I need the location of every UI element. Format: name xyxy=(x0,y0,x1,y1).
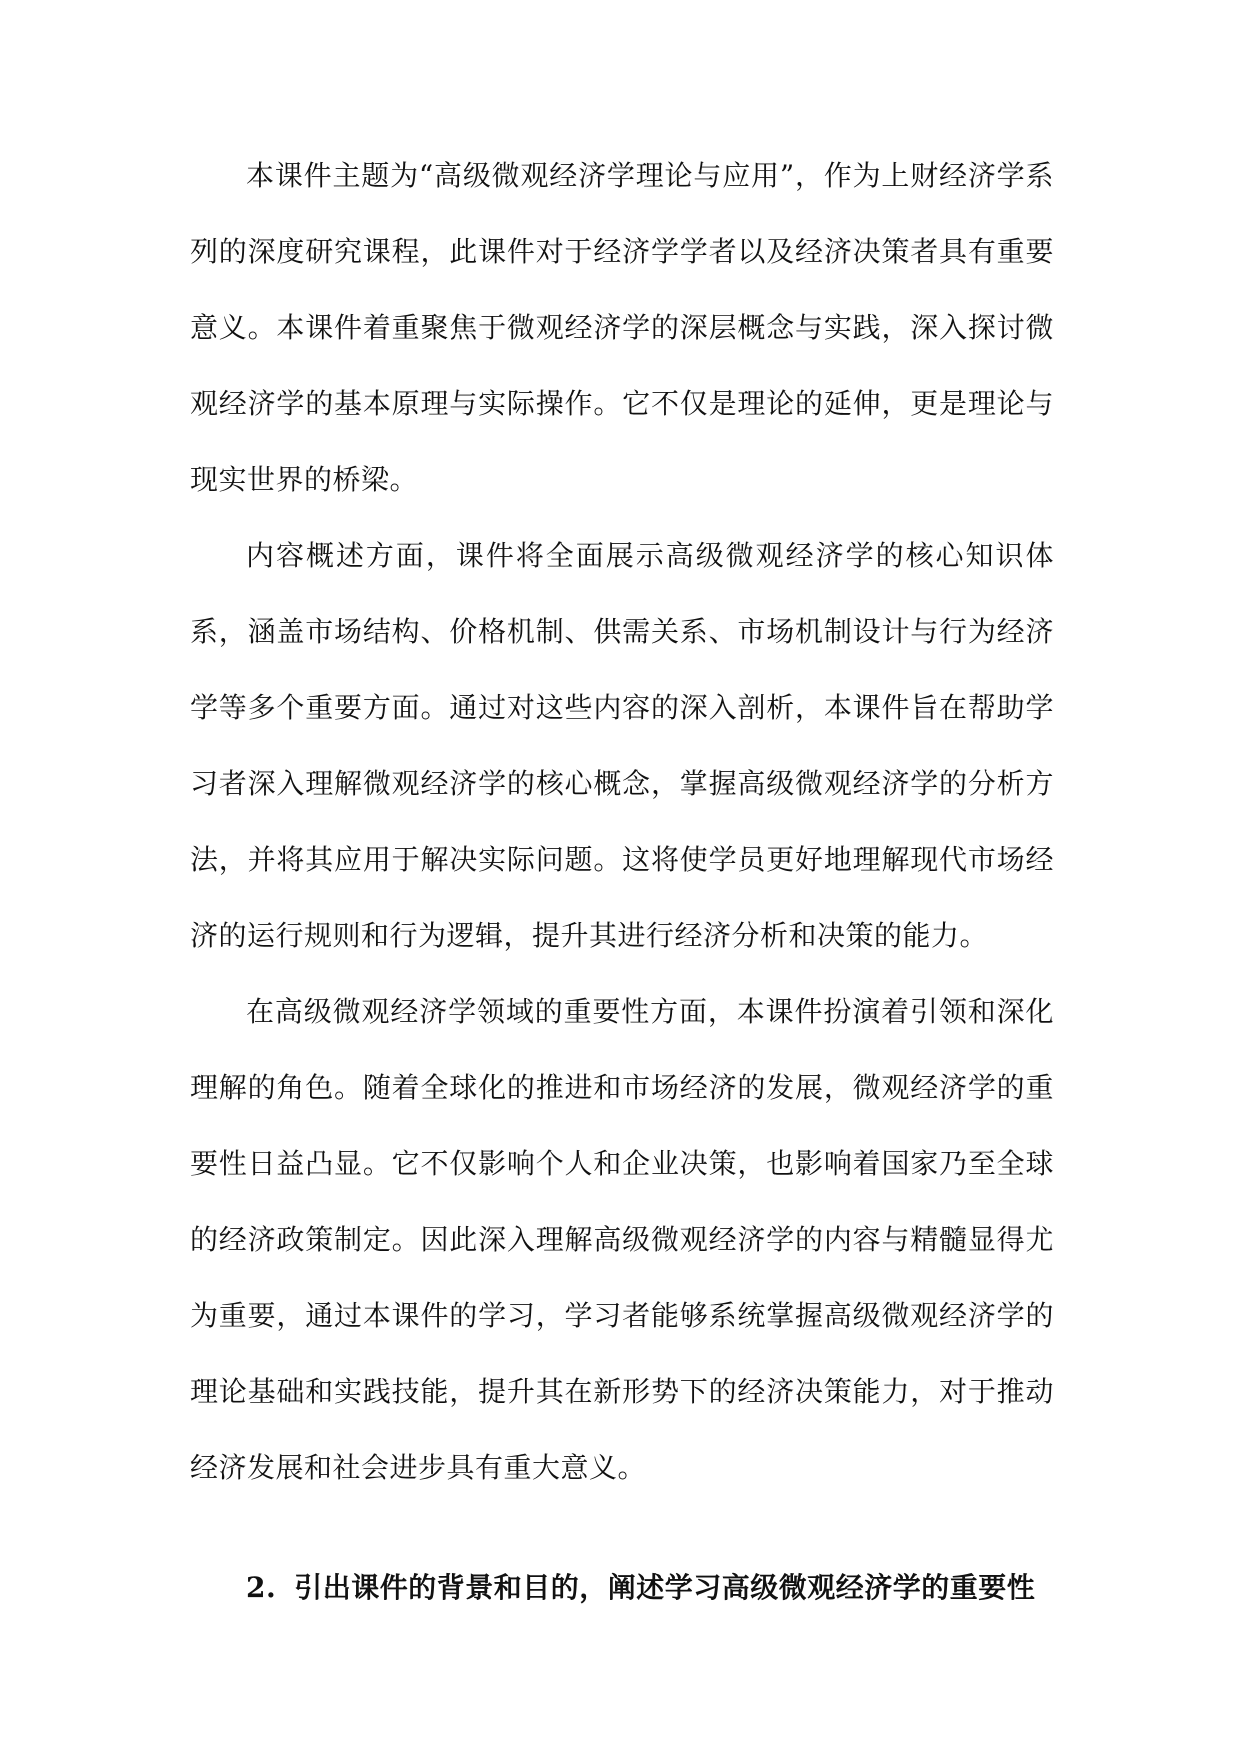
paragraph-intro: 本课件主题为“高级微观经济学理论与应用”，作为上财经济学系列的深度研究课程，此课件对于经济学学者以及经济决策者具有重要意义。本课件着重聚焦于微观经济学的深层概念与实践，深入探讨微观经济学的基本原理与实际操作。它不仅是理论的延伸，更是理论与现实世界的桥梁。 xyxy=(190,159,1054,496)
section-heading xyxy=(190,1550,1054,1626)
section-heading-title: 引出课件的背景和目的，阐述学习高级微观经济学的重要性 xyxy=(294,1571,1036,1604)
document-body xyxy=(190,138,1054,1626)
section-heading-number: 2. xyxy=(246,1571,277,1604)
paragraph-content-overview: 内容概述方面，课件将全面展示高级微观经济学的核心知识体系，涵盖市场结构、价格机制、供需关系、市场机制设计与行为经济学等多个重要方面。通过对这些内容的深入剖析，本课件旨在帮助学习者深入理解微观经济学的核心概念，掌握高级微观经济学的分析方法，并将其应用于解决实际问题。这将使学员更好地理解现代市场经济的运行规则和行为逻辑，提升其进行经济分析和决策的能力。 xyxy=(190,539,1054,952)
paragraph-importance: 在高级微观经济学领域的重要性方面，本课件扮演着引领和深化理解的角色。随着全球化的推进和市场经济的发展，微观经济学的重要性日益凸显。它不仅影响个人和企业决策，也影响着国家乃至全球的经济政策制定。因此深入理解高级微观经济学的内容与精髓显得尤为重要，通过本课件的学习，学习者能够系统掌握高级微观经济学的理论基础和实践技能，提升其在新形势下的经济决策能力，对于推动经济发展和社会进步具有重大意义。 xyxy=(190,995,1054,1484)
